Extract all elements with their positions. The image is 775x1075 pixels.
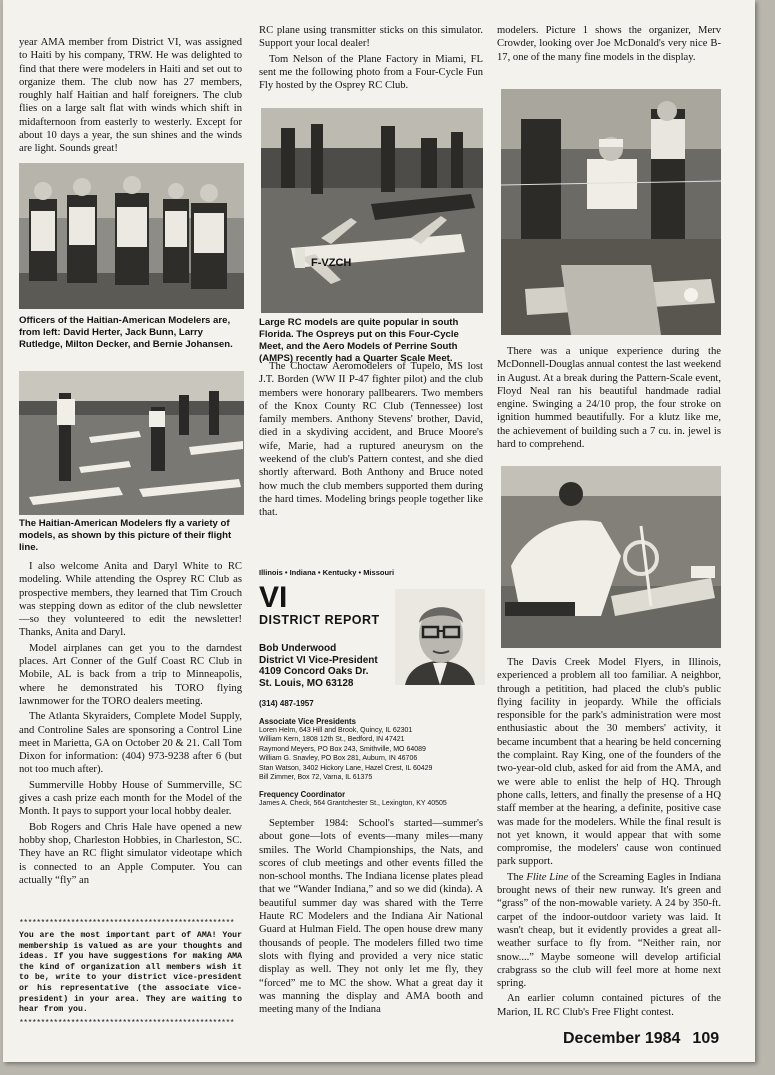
page-footer [563, 1030, 719, 1048]
district-number: VI [259, 581, 288, 614]
district-title: DISTRICT REPORT [259, 613, 380, 627]
column-middle-mid [259, 360, 483, 522]
flight-line-caption-box [19, 518, 242, 554]
flite-line-pre: The [507, 871, 527, 883]
column-middle-top [259, 24, 483, 94]
page-number: 109 [692, 1030, 720, 1047]
white-paragraph: I also welcome Anita and Daryl White to RC modeling. While attending the Osprey RC Club as prospective members, they learned that Tim Crouch was stepping down as editor of the club newsletter—so they volunteered to edit the newsletter! Thanks, Anita and Daryl. [19, 561, 242, 639]
vp-city: St. Louis, MO 63128 [259, 677, 354, 689]
officers-caption-box [19, 315, 242, 351]
notice-border-bottom: ************************************************** [19, 1018, 235, 1028]
notice-border-top: ************************************************** [19, 919, 235, 928]
b17-display-photo [501, 89, 721, 335]
magazine-page [3, 0, 755, 1062]
freq-heading: Frequency Coordinator [259, 790, 346, 800]
flite-line-post: of the Screaming Eagles in Indiana brought news of their new runway. It's green and “grass” of the non-mowable variety. A 24 by 350-ft. carpet of the indoor-outdoor variety was laid. It wasn't cheap, but it evidently provides a great all-weather surface to fly from. “Neither rain, nor snow....” Maybe someone will develop artificial crabgrass so the club will feel more at home next spring. [497, 871, 721, 990]
district-states: Illinois • Indiana • Kentucky • Missouri [259, 568, 395, 577]
assoc-line: Stan Watson, 3402 Hickory Lane, Hazel Crest, IL 60429 [259, 764, 433, 772]
issue-date: December 1984 [563, 1030, 681, 1047]
freq-line: James A. Check, 564 Grantchester St., Lexington, KY 40505 [259, 800, 447, 808]
officers-caption: Officers of the Haitian-American Modelers are, from left: David Herter, Jack Bunn, Larry Rutledge, Milton Decker, and Bernie Johansen. [19, 315, 233, 350]
assoc-line: Bill Zimmer, Box 72, Varna, IL 61375 [259, 774, 373, 782]
column-right-top [497, 24, 721, 66]
assoc-line: Raymond Meyers, PO Box 243, Smithville, MO 64089 [259, 745, 426, 753]
state-indiana: Indiana [289, 568, 316, 577]
flight-line-caption: The Haitian-American Modelers fly a variety of models, as shown by this picture of their flight line. [19, 518, 232, 553]
vp-name: Bob Underwood [259, 643, 337, 654]
column-right-mid [497, 345, 721, 453]
flite-line-title: Flite Line [526, 871, 569, 883]
marion-paragraph: An earlier column contained pictures of the Marion, IL RC Club's Free Flight contest. [497, 993, 721, 1018]
flight-line-photo [19, 371, 244, 515]
ospreys-caption-box [259, 317, 483, 365]
vp-role: District VI Vice-President [259, 654, 378, 666]
simulator-paragraph: RC plane using transmitter sticks on this simulator. Support your local dealer! [259, 25, 483, 50]
state-illinois: Illinois [259, 568, 283, 577]
ospreys-caption: Large RC models are quite popular in south Florida. The Ospreys put on this Four-Cycle Meet, and the Aero Models of Perrine South (AMPS) recently had a Quarter Scale Meet. [259, 317, 459, 364]
davis-creek-paragraph: The Davis Creek Model Flyers, in Illinois, experienced a problem all too familiar. A neighbor, through a petitition, had placed the club's public flying facility in jeopardy. While the officials responsible for the park's administration were most enthusiastic about the 30 members' activity, it became incumbent that a hearing be held concerning the complaint. Ray King, one of the founders of the two-year-old club, asked for aid from the AMA, and we were able to enlist the help of HQ. Through phone calls, letters, and finally the presense of a HQ staff member at the hearing, a definite, positive case was made for the modelers. While the final result is not yet known, it would appear that with some compromise, the modelers' cause won continued park support. [497, 657, 721, 868]
conner-paragraph: Model airplanes can get you to the darndest places. Art Conner of the Gulf Coast RC Club in Mobile, AL is back from a trip to Minneapolis, where he demonstrated his TORO flying lawnmower for the TORO dealers meeting. [19, 642, 242, 707]
column-middle-bottom [259, 817, 483, 1018]
assoc-heading: Associate Vice Presidents [259, 717, 356, 726]
intro-paragraph: year AMA member from District VI, was assigned to Haiti by his company, TRW. He was delighted to find that there were modelers in Haiti and set out to organize them. The club now has 27 members, roughly half Haitian and half foreigners. The club flies on a large salt flat with winds which shift in midafternoon from easterly to westerly. Except for about 10 days a year, the sun shines and the winds are light. Sounds great! [19, 37, 242, 155]
frequency-block [259, 790, 483, 808]
assoc-line: William Kern, 1808 12th St., Bedford, IN 47421 [259, 736, 405, 744]
assoc-vp-block [259, 717, 483, 782]
radial-engine-photo [501, 466, 721, 648]
vp-phone: (314) 487-1957 [259, 699, 314, 708]
state-missouri: Missouri [363, 568, 395, 577]
atlanta-paragraph: The Atlanta Skyraiders, Complete Model Supply, and Controline Sales are sponsoring a Control Line meet in Marietta, GA on October 20 & 21. Call Tom Dixon for information: (404) 973-9238 after 6 (but not too much after). [19, 711, 242, 776]
plane-registration: F-VZCH [311, 257, 352, 269]
vp-portrait [395, 589, 485, 685]
vp-street: 4109 Concord Oaks Dr. [259, 666, 369, 677]
assoc-line: Loren Helm, 643 Hill and Brook, Quincy, IL 62301 [259, 727, 413, 734]
september-paragraph: September 1984: School's started—summer's about gone—lots of events—many miles—many smiles. The World Championships, the Nats, and scores of club meetings and other events filled the non-school months. The Indiana license plates plead that we “Wander Indiana,” and so we did (kinda). A beautiful summer day was shared with the Terre Haute RC Modelers and the Indiana Air National Guard at Hulman Field. The open house drew many thousands of people. The modelers filled two time slots with flying and provided a very nice static display as well. They not only let me fly, they “forced” me to MC the show. What a great day it was manning the display and AMA booth and meeting many of the Indiana [259, 818, 483, 1016]
mcdonnell-paragraph: There was a unique experience during the McDonnell-Douglas annual contest the last weekend in August. At a break during the Pattern-Scale event, Floyd Neal ran his beautiful handmade radial engine. Swinging a 24/10 prop, the four stroke on ignition hummed beautifully. For a klutz like me, the achievement of building such a 7 cu. in. jewel is hard to comprehend. [497, 346, 721, 451]
officers-photo [19, 163, 244, 309]
column-right-lower [497, 656, 721, 1021]
column-left [19, 36, 242, 158]
member-notice: You are the most important part of AMA! Your membership is valued as are your thoughts and ideas. If you have suggestions for making AMA the kind of organization all members wish it to be, write to your district vice-president or his representative (the associate vice-president) in your area. They are waiting to hear from you. [19, 931, 242, 1015]
charleston-paragraph: Bob Rogers and Chris Hale have opened a new hobby shop, Charleston Hobbies, in Charleston, SC. They have an RC flight simulator videotape which is connected to an Apple Computer. You can actually “fly” an [19, 821, 242, 886]
modelers-paragraph: modelers. Picture 1 shows the organizer, Merv Crowder, looking over Joe McDonald's very nice B-17, one of the many fine models in the display. [497, 25, 721, 63]
summerville-paragraph: Summerville Hobby House of Summerville, SC gives a cash prize each month for the Model of the Month. It pays to support your local hobby dealer. [19, 779, 242, 818]
member-notice-box [19, 919, 242, 1028]
state-kentucky: Kentucky [322, 568, 357, 577]
nelson-paragraph: Tom Nelson of the Plane Factory in Miami, FL sent me the following photo from a Four-Cycle Fun Fly hosted by the Osprey RC Club. [259, 53, 483, 92]
flite-line-paragraph [497, 871, 721, 991]
choctaw-paragraph: The Choctaw Aeromodelers of Tupelo, MS lost J.T. Borden (WW II P-47 fighter pilot) and the club members were honorary pallbearers. Two members of the Knox County RC Club (Tennessee) lost family members. Anthony Stevens' brother, David, died in a skydiving accident, and Bruce Moore's wife, Marie, had a ruptured aneurysm on the weekend of the club's Pattern contest, and she died shortly afterward. Both Anthony and Bruce noted how much the club members supported them during the hard times. Modeling brings people together like that. [259, 361, 483, 519]
column-left-lower [19, 560, 242, 889]
four-cycle-meet-photo [261, 108, 483, 313]
assoc-line: William G. Snavley, PO Box 281, Auburn, IN 46706 [259, 755, 418, 763]
